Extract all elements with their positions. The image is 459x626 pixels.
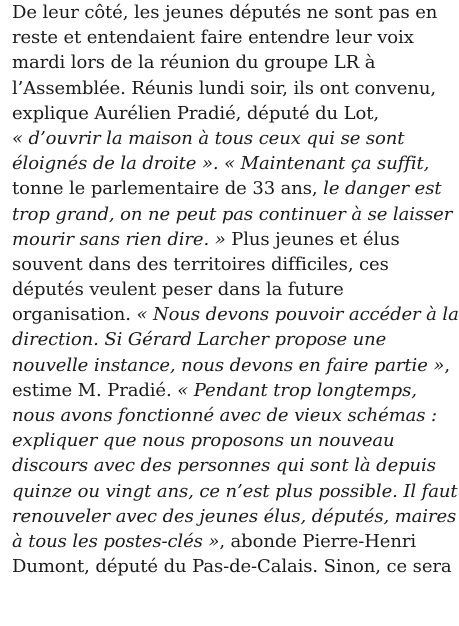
text-segment: députés veulent peser dans la future	[12, 279, 344, 301]
text-line	[12, 529, 444, 554]
text-line	[12, 50, 444, 75]
text-segment: De leur côté, les jeunes députés ne sont pas en	[12, 2, 438, 23]
text-line	[12, 202, 453, 227]
text-line	[12, 176, 444, 201]
text-line	[12, 151, 444, 176]
text-line	[12, 554, 452, 579]
text-line	[12, 378, 444, 403]
text-segment: l’Assemblée. Réunis lundi soir, ils ont convenu,	[12, 77, 436, 99]
quote-segment: renouveler avec des jeunes élus, députés, maires	[12, 505, 457, 527]
text-line	[12, 101, 444, 126]
text-segment: estime M. Pradié.	[12, 379, 178, 401]
text-line	[12, 227, 444, 252]
quote-segment: « d’ouvrir la maison à tous ceux qui se sont	[12, 127, 405, 149]
quote-segment: « Pendant trop longtemps,	[177, 379, 417, 401]
quote-segment: mourir sans rien dire. »	[12, 228, 226, 250]
text-line	[12, 277, 444, 302]
text-line	[12, 302, 459, 327]
text-segment: , abonde Pierre-Henri	[219, 530, 417, 552]
text-line	[12, 453, 444, 478]
text-line	[12, 252, 444, 277]
quote-segment: « Nous devons pouvoir accéder à la	[136, 304, 459, 326]
text-segment: souvent dans des territoires difficiles, ces	[12, 253, 389, 275]
text-segment: organisation.	[12, 304, 137, 326]
text-line	[12, 479, 458, 504]
text-segment: reste et entendaient faire entendre leur voix	[12, 27, 414, 49]
quote-segment: trop grand, on ne peut pas continuer à se laisser	[12, 203, 453, 225]
quote-segment: direction. Si Gérard Larcher propose une	[12, 329, 387, 351]
text-line	[12, 403, 444, 428]
text-line	[12, 76, 444, 101]
text-line	[12, 327, 444, 352]
text-segment: ,	[444, 354, 450, 376]
text-line	[12, 428, 444, 453]
quote-segment: quinze ou vingt ans, ce n’est plus possible. Il faut	[12, 480, 458, 502]
text-segment: mardi lors de la réunion du groupe LR à	[12, 52, 376, 74]
quote-segment: éloignés de la droite ». « Maintenant ça suffit,	[12, 153, 430, 175]
text-segment: Dumont, député du Pas-de-Calais. Sinon, ce sera	[12, 556, 452, 578]
text-line	[12, 353, 450, 378]
quote-segment: discours avec des personnes qui sont là depuis	[12, 455, 436, 477]
text-segment: Plus jeunes et élus	[225, 228, 400, 250]
text-line	[12, 504, 457, 529]
text-line	[12, 0, 444, 25]
text-segment: explique Aurélien Pradié, député du Lot,	[12, 102, 379, 124]
quote-segment: nous avons fonctionné avec de vieux schémas :	[12, 405, 438, 426]
text-line	[12, 126, 444, 151]
text-segment: tonne le parlementaire de 33 ans,	[12, 178, 324, 200]
quote-segment: expliquer que nous proposons un nouveau	[12, 430, 395, 452]
quote-segment: nouvelle instance, nous devons en faire partie »	[12, 354, 445, 376]
text-line	[12, 25, 444, 50]
quote-segment: à tous les postes-clés »	[12, 530, 220, 552]
article-body	[12, 0, 459, 579]
quote-segment: le danger est	[323, 178, 442, 200]
